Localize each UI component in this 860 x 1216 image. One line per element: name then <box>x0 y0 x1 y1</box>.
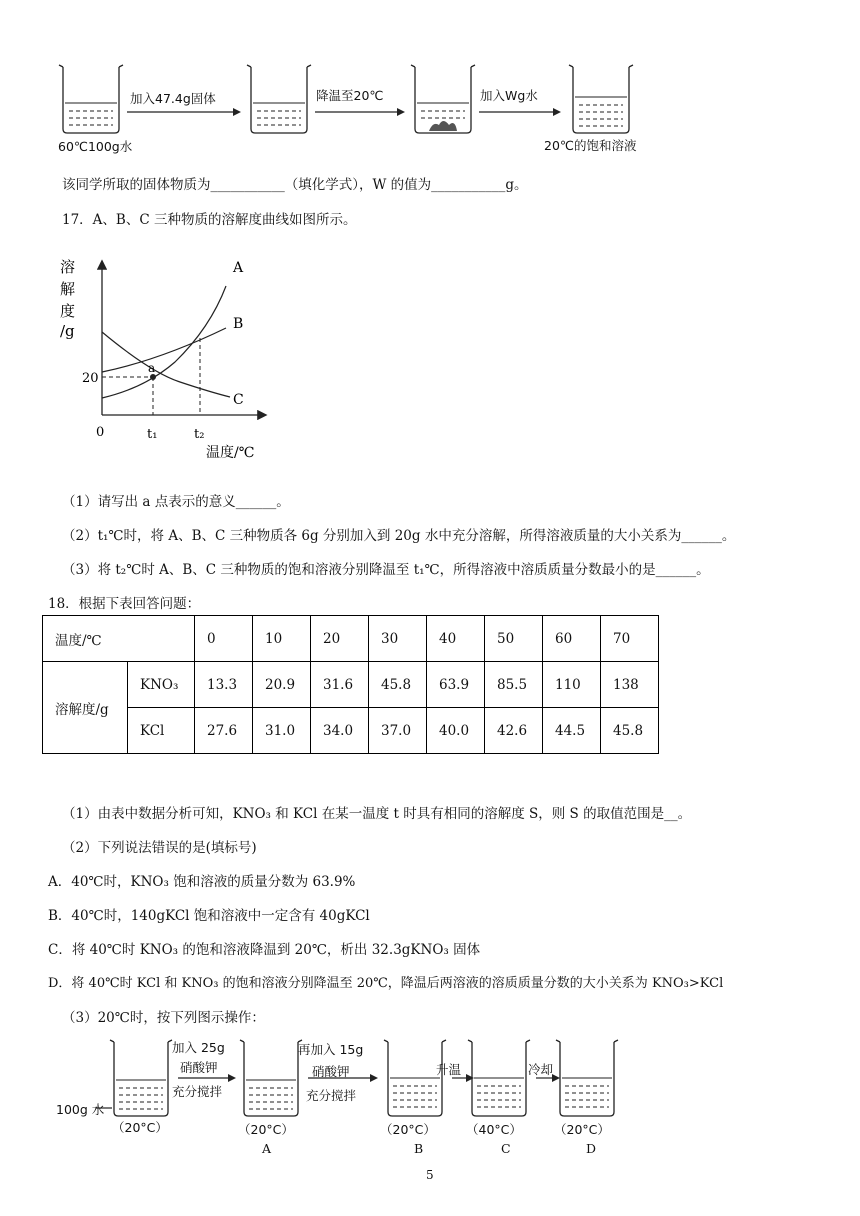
table-row <box>43 662 659 708</box>
x-tick-label: t₂ <box>194 427 205 442</box>
q16-answer-line: 该同学所取的固体物质为___________（填化学式），W 的值为___________g。 <box>62 177 528 193</box>
series-label-c: C <box>233 392 244 408</box>
table-cell: 20.9 <box>253 662 311 708</box>
step-label: 再加入 15g <box>298 1042 364 1057</box>
table-header-cell: 50 <box>485 616 543 662</box>
ylabel-char: 解 <box>60 280 76 298</box>
table-cell: 31.6 <box>311 662 369 708</box>
flow-step-label: 加入Wg水 <box>480 88 538 103</box>
step-label: 充分搅拌 <box>172 1084 223 1099</box>
temp-label: （20°C） <box>238 1122 294 1137</box>
end-label: 20℃的饱和溶液 <box>544 138 637 153</box>
x-tick-label: t₁ <box>147 427 158 442</box>
beaker-icon <box>110 1040 172 1116</box>
option-d: D．将 40℃时 KCl 和 KNO₃ 的饱和溶液分别降温至 20℃，降温后两溶液的溶质质量分数的大小关系为 KNO₃>KCl <box>48 976 724 991</box>
beaker-icon <box>240 1040 302 1116</box>
start-label: 60℃100g水 <box>58 139 133 154</box>
table-cell: 85.5 <box>485 662 543 708</box>
step-label: 升温 <box>436 1062 462 1077</box>
table-header-cell: 温度/℃ <box>43 616 195 662</box>
table-cell: 44.5 <box>543 708 601 754</box>
temp-label: （40°C） <box>466 1122 522 1137</box>
table-row <box>43 616 659 662</box>
table-header-cell: 60 <box>543 616 601 662</box>
beaker-icon <box>59 65 123 133</box>
page-number: 5 <box>426 1168 434 1182</box>
table-header-cell: 20 <box>311 616 369 662</box>
table-cell: 37.0 <box>369 708 427 754</box>
table-cell: 13.3 <box>195 662 253 708</box>
temp-label: （20°C） <box>380 1122 436 1137</box>
beaker-letter: A <box>262 1141 272 1156</box>
temp-label: （20°C） <box>554 1122 610 1137</box>
y-tick-label: 20 <box>82 371 99 386</box>
beaker-letter: B <box>414 1141 424 1156</box>
beaker-icon <box>384 1040 446 1116</box>
option-c: C．将 40℃时 KNO₃ 的饱和溶液降温到 20℃，析出 32.3gKNO₃ 固体 <box>48 942 481 958</box>
origin-label: 0 <box>96 425 105 440</box>
table-row <box>43 708 659 754</box>
table-cell: 45.8 <box>601 708 659 754</box>
x-axis-label: 温度/℃ <box>206 445 255 461</box>
flow-step-label: 降温至20℃ <box>316 88 384 103</box>
ylabel-char: 溶 <box>60 258 76 276</box>
beaker-icon <box>411 65 475 133</box>
q17-sub2: （2）t₁℃时，将 A、B、C 三种物质各 6g 分别加入到 20g 水中充分溶解，所得溶液质量的大小关系为______。 <box>62 528 736 544</box>
step-label: 加入 25g <box>172 1040 225 1055</box>
q17-sub1: （1）请写出 a 点表示的意义______。 <box>62 494 290 510</box>
q18-stem: 18．根据下表回答问题： <box>48 596 201 612</box>
option-b: B．40℃时，140gKCl 饱和溶液中一定含有 40gKCl <box>48 908 370 924</box>
beaker-letter: C <box>501 1141 511 1156</box>
q18-sub2: （2）下列说法错误的是(填标号) <box>62 840 257 856</box>
beaker-icon <box>569 65 633 133</box>
water-label: 100g 水 <box>56 1102 105 1117</box>
step-label: 硝酸钾 <box>312 1064 350 1079</box>
beaker-icon <box>247 65 311 133</box>
table-row-label: KNO₃ <box>128 662 195 708</box>
table-cell: 31.0 <box>253 708 311 754</box>
table-group-label: 溶解度/g <box>43 662 128 754</box>
step-label: 硝酸钾 <box>180 1060 218 1075</box>
table-cell: 45.8 <box>369 662 427 708</box>
solubility-table <box>42 615 659 754</box>
table-cell: 27.6 <box>195 708 253 754</box>
curve-b <box>102 328 226 372</box>
ylabel-char: 度 <box>60 302 76 320</box>
solubility-curve-chart <box>50 250 280 470</box>
table-header-cell: 70 <box>601 616 659 662</box>
table-cell: 42.6 <box>485 708 543 754</box>
ylabel-char: /g <box>60 322 75 340</box>
curve-c <box>102 332 230 397</box>
table-header-cell: 10 <box>253 616 311 662</box>
table-cell: 40.0 <box>427 708 485 754</box>
table-cell: 138 <box>601 662 659 708</box>
q17-sub3: （3）将 t₂℃时 A、B、C 三种物质的饱和溶液分别降温至 t₁℃，所得溶液中溶质质量分数最小的是______。 <box>62 562 710 578</box>
option-a: A．40℃时，KNO₃ 饱和溶液的质量分数为 63.9% <box>48 874 356 890</box>
table-cell: 110 <box>543 662 601 708</box>
q18-sub1: （1）由表中数据分析可知，KNO₃ 和 KCl 在某一温度 t 时具有相同的溶解度 S，则 S 的取值范围是__。 <box>62 806 692 822</box>
table-cell: 34.0 <box>311 708 369 754</box>
temp-label: （20°C） <box>112 1120 168 1135</box>
q17-stem: 17．A、B、C 三种物质的溶解度曲线如图所示。 <box>62 212 357 228</box>
table-header-cell: 30 <box>369 616 427 662</box>
curve-a <box>102 286 226 398</box>
table-row-label: KCl <box>128 708 195 754</box>
step-label: 冷却 <box>528 1062 554 1077</box>
table-header-cell: 0 <box>195 616 253 662</box>
q18-sub3: （3）20℃时，按下列图示操作： <box>62 1010 265 1026</box>
series-label-a: A <box>233 260 244 276</box>
beaker-letter: D <box>586 1141 597 1156</box>
beaker-icon <box>556 1040 618 1116</box>
beaker-icon <box>468 1040 530 1116</box>
series-label-b: B <box>233 316 244 332</box>
table-cell: 63.9 <box>427 662 485 708</box>
step-label: 充分搅拌 <box>306 1088 357 1103</box>
flow-step-label: 加入47.4g固体 <box>130 91 216 106</box>
table-header-cell: 40 <box>427 616 485 662</box>
point-label: a <box>148 361 156 375</box>
